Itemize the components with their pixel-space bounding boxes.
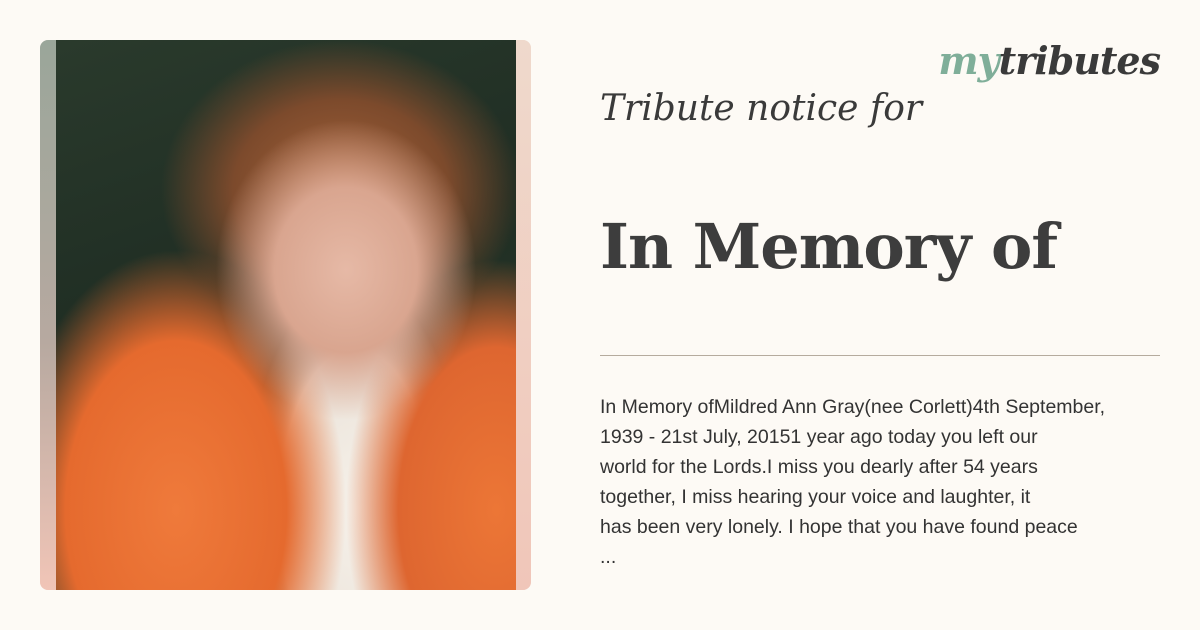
logo-my-text: my xyxy=(938,38,999,83)
photo-edge-left xyxy=(40,40,56,590)
notice-line: together, I miss hearing your voice and laughter, it xyxy=(600,486,1031,508)
mytributes-logo[interactable] xyxy=(938,38,1160,83)
tribute-title: In Memory of xyxy=(600,210,1057,283)
notice-line: has been very lonely. I hope that you have found peace xyxy=(600,516,1078,538)
photo-edge-right xyxy=(516,40,531,590)
logo-tributes-text: tributes xyxy=(998,38,1160,83)
notice-ellipsis: ... xyxy=(600,546,617,568)
notice-line: In Memory ofMildred Ann Gray(nee Corlett)4th September, xyxy=(600,396,1106,418)
divider xyxy=(600,355,1160,356)
tribute-subtitle: Tribute notice for xyxy=(600,88,923,129)
portrait-image xyxy=(56,40,516,590)
memorial-photo xyxy=(40,40,531,590)
notice-line: world for the Lords.I miss you dearly after 54 years xyxy=(600,456,1038,478)
notice-text xyxy=(600,392,1190,572)
notice-line: 1939 - 21st July, 20151 year ago today you left our xyxy=(600,426,1038,448)
